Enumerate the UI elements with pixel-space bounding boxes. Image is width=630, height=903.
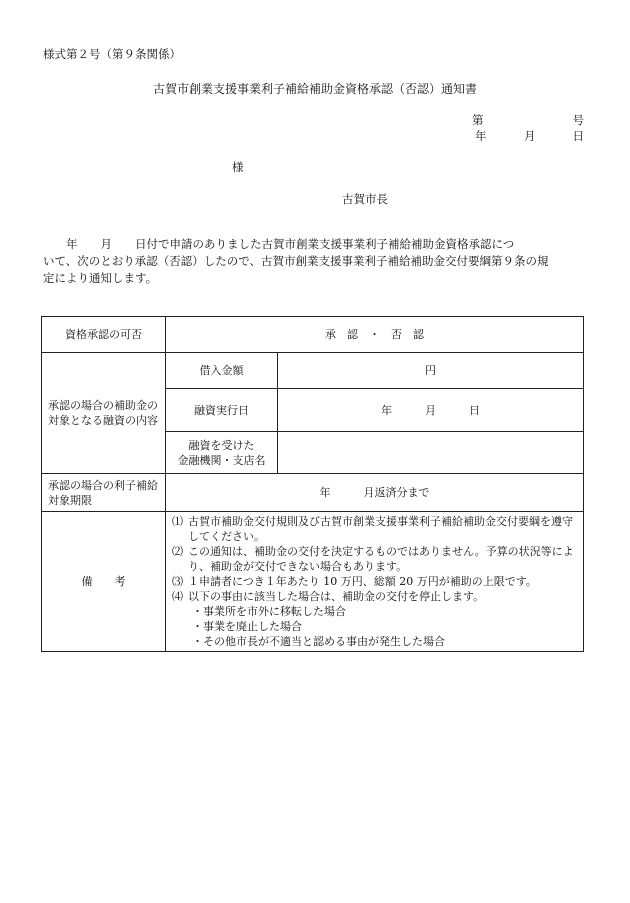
- period-label: 承認の場合の利子補給対象期限: [42, 474, 166, 512]
- institution-value: [278, 432, 584, 474]
- approval-table: [41, 316, 584, 652]
- institution-label-line-2: 金融機関・支店名: [177, 453, 266, 467]
- remarks-label: 備 考: [42, 512, 166, 652]
- loan-amount-label: 借入金額: [166, 353, 278, 389]
- date-month: 月: [524, 129, 536, 143]
- approval-label: 資格承認の可否: [42, 317, 166, 353]
- stop-reason: ・事業を廃止した場合: [192, 620, 302, 633]
- remark-item: ⑴ 古賀市補助金交付規則及び古賀市創業支援事業利子補給補助金交付要綱を遵守してください。: [172, 514, 577, 544]
- number-suffix: 号: [572, 113, 584, 127]
- number-prefix: 第: [472, 113, 484, 127]
- table-row: [42, 353, 584, 389]
- table-row: [42, 474, 584, 512]
- date-year: 年: [475, 129, 487, 143]
- loan-amount-unit: 円: [278, 353, 584, 389]
- remark-text: 以下の事由に該当した場合は、補助金の交付を停止します。: [188, 590, 485, 603]
- document-title: 古賀市創業支援事業利子補給補助金資格承認（否認）通知書: [152, 82, 477, 96]
- institution-label: [166, 432, 278, 474]
- notice-body: [43, 236, 588, 287]
- institution-label-line-1: 融資を受けた: [188, 438, 255, 452]
- loan-date-value: 年 月 日: [278, 389, 584, 432]
- table-row: [42, 317, 584, 353]
- loan-section-label: 承認の場合の補助金の対象となる融資の内容: [42, 353, 166, 474]
- remark-text: この通知は、補助金の交付を決定するものではありません。予算の状況等により、補助金が交付できない場合もあります。: [188, 545, 574, 573]
- body-line-3: 定により通知します。: [43, 271, 158, 285]
- stop-reason: ・その他市長が不適当と認める事由が発生した場合: [192, 635, 445, 648]
- table-row: [42, 512, 584, 652]
- loan-date-label: 融資実行日: [166, 389, 278, 432]
- period-value: 年 月返済分まで: [166, 474, 584, 512]
- addressee: 様: [232, 160, 244, 174]
- remark-text: １申請者につき１年あたり 10 万円、総額 20 万円が補助の上限です。: [188, 575, 537, 588]
- remark-item: ⑷ 以下の事由に該当した場合は、補助金の交付を停止します。: [172, 590, 485, 603]
- remark-item: ⑵ この通知は、補助金の交付を決定するものではありません。予算の状況等により、補助金が交付できない場合もあります。: [172, 544, 577, 574]
- approval-value: 承 認 ・ 否 認: [166, 317, 584, 353]
- stop-reason: ・事業所を市外に移転した場合: [192, 605, 346, 618]
- body-line-1: 年 月 日付で申請のありました古賀市創業支援事業利子補給補助金資格承認につ: [43, 237, 515, 251]
- form-number: 様式第２号（第９条関係）: [43, 47, 181, 61]
- remarks-content: [166, 512, 584, 652]
- remark-item: ⑶ １申請者につき１年あたり 10 万円、総額 20 万円が補助の上限です。: [172, 575, 537, 588]
- date-day: 日: [572, 129, 584, 143]
- sender: 古賀市長: [342, 192, 388, 206]
- remark-text: 古賀市補助金交付規則及び古賀市創業支援事業利子補給補助金交付要綱を遵守してください。: [188, 515, 573, 543]
- body-line-2: いて、次のとおり承認（否認）したので、古賀市創業支援事業利子補給補助金交付要綱第９条の規: [43, 254, 549, 268]
